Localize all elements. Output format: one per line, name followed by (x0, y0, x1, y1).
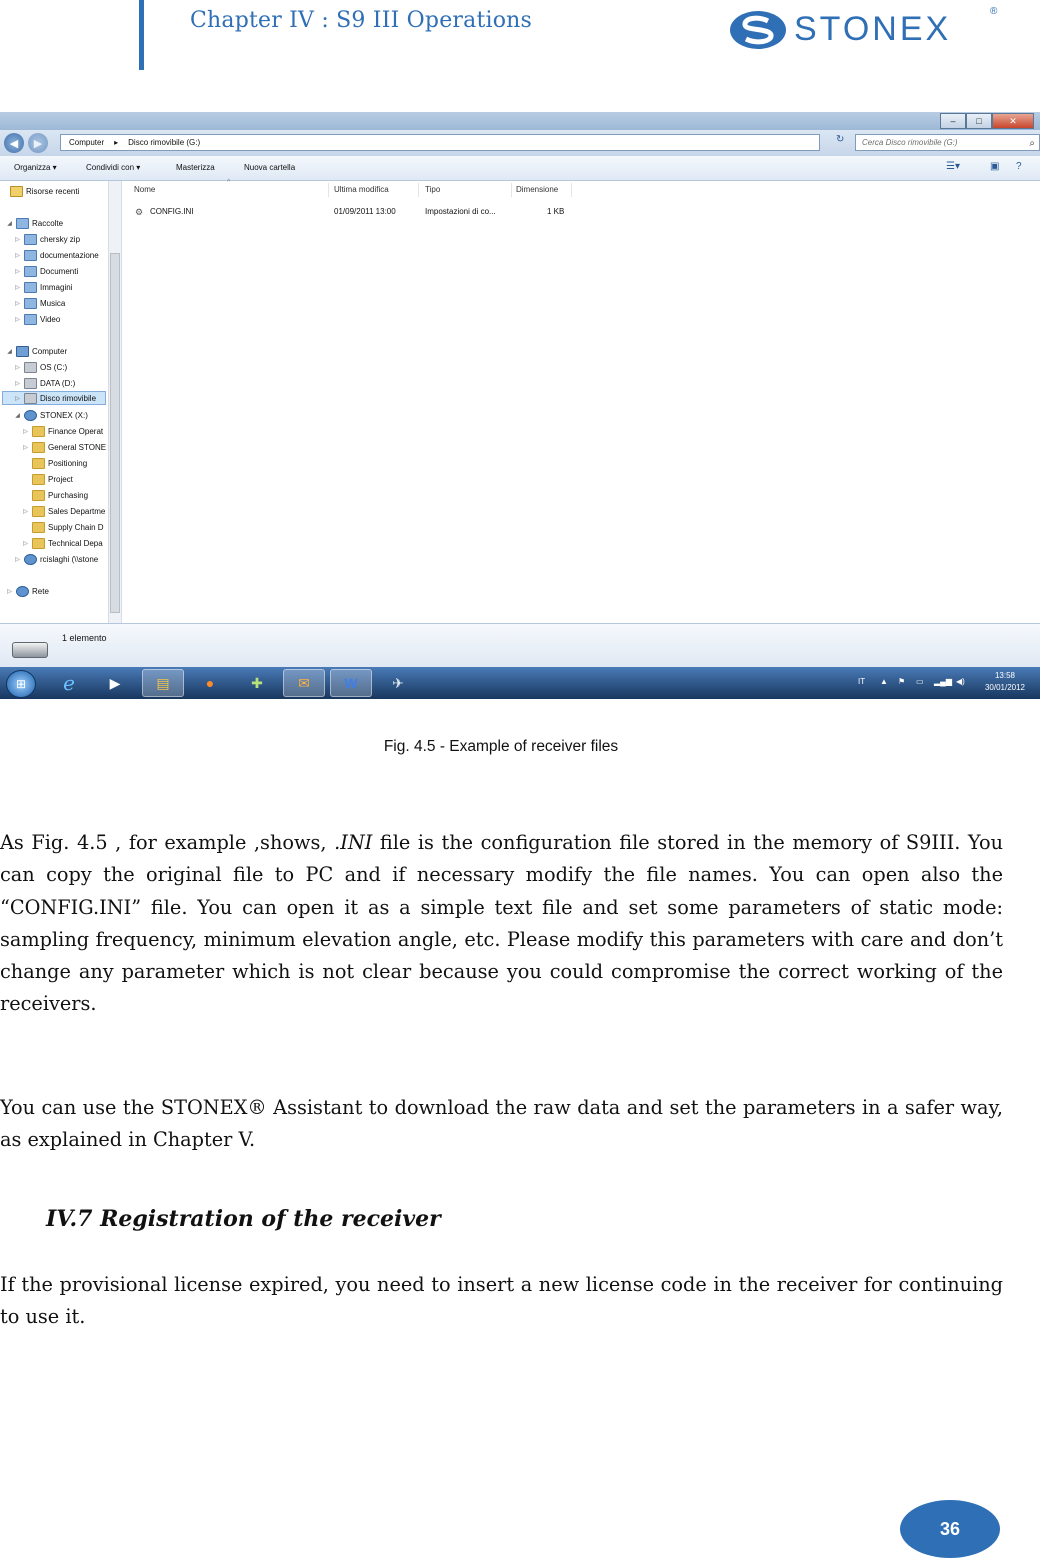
address-crumb-computer[interactable]: Computer (69, 138, 105, 147)
start-button[interactable]: ⊞ (6, 670, 36, 698)
folder-icon (32, 442, 45, 453)
nav-item-library[interactable] (14, 280, 72, 294)
folder-icon (32, 458, 45, 469)
burn-button[interactable]: Masterizza (176, 163, 215, 172)
tray-clock[interactable] (975, 670, 1035, 694)
organize-button[interactable]: Organizza ▾ (14, 163, 57, 172)
folder-icon (32, 426, 45, 437)
address-crumb-drive[interactable]: Disco rimovibile (G:) (128, 138, 201, 147)
window-controls (940, 113, 1034, 128)
collapsed-arrow-icon[interactable]: ▷ (15, 395, 20, 402)
column-header-name[interactable]: Nome (134, 185, 156, 194)
taskbar (0, 667, 1040, 699)
forward-button[interactable]: ▶ (28, 133, 48, 153)
new-folder-button[interactable]: Nuova cartella (244, 163, 296, 172)
nav-scrollbar-thumb[interactable] (110, 253, 120, 613)
file-size: 1 KB (547, 207, 565, 216)
nav-item-drive[interactable] (14, 360, 67, 374)
search-placeholder: Cerca Disco rimovibile (G:) (862, 138, 958, 147)
nav-item-library[interactable] (14, 248, 99, 262)
nav-label: Risorse recenti (26, 186, 80, 196)
command-bar (0, 156, 1040, 181)
logo-wordmark: STONEX (794, 10, 952, 48)
nav-item-drive[interactable] (14, 376, 75, 390)
paragraph-license: If the provisional license expired, you need to insert a new license code in the receiver for continuing to use it. (0, 1273, 1003, 1329)
refresh-icon[interactable]: ↻ (836, 134, 845, 145)
library-icon (24, 250, 37, 261)
tray-expand-icon[interactable]: ▲ (880, 677, 888, 686)
nav-label: documentazione (40, 250, 99, 260)
nav-label: Technical Depa (48, 538, 103, 548)
collapsed-arrow-icon[interactable]: ▷ (15, 300, 20, 307)
documents-icon (24, 266, 37, 277)
collapsed-arrow-icon[interactable]: ▷ (15, 380, 20, 387)
nav-label: Purchasing (48, 490, 89, 500)
libraries-icon (16, 218, 29, 229)
caption-text: Fig. 4.5 - Example of receiver files (383, 738, 619, 755)
clock-time: 13:58 (994, 671, 1016, 680)
nav-label: chersky zip (40, 234, 81, 244)
expanded-arrow-icon[interactable]: ◢ (15, 412, 20, 419)
file-list-pane (122, 181, 1040, 623)
figure-caption (0, 738, 1000, 756)
nav-label: Supply Chain D (48, 522, 104, 532)
nav-item-folder[interactable] (22, 488, 88, 502)
nav-item-recent[interactable] (10, 184, 79, 198)
nav-item-folder[interactable] (22, 504, 105, 518)
search-input[interactable] (855, 134, 1040, 151)
video-icon (24, 314, 37, 325)
explorer-screenshot (0, 112, 1040, 699)
satellite-app-icon[interactable]: ✈ (392, 674, 404, 691)
para1-rest: file is the configuration file stored in the memory of S9III. You can copy the original file to PC and if necessary modify the file names. You can open also the “CONFIG.INI” file. You can open it as a simple text file and set some parameters of static mode: sampling frequency, minimum elevation angle, etc. Please modify this parameters with care and don’t change any parameter which is not clear because you could compromise the correct working of the receivers. (0, 831, 1003, 1016)
network-share-icon (24, 554, 37, 565)
nav-scrollbar[interactable] (108, 181, 121, 623)
media-player-icon[interactable]: ▶ (109, 674, 121, 691)
nav-item-folder[interactable] (22, 456, 87, 470)
expanded-arrow-icon[interactable]: ◢ (7, 348, 12, 355)
collapsed-arrow-icon[interactable]: ▷ (15, 252, 20, 259)
window-titlebar (0, 112, 1040, 130)
nav-label: General STONE (48, 442, 107, 452)
nav-item-network-drive[interactable] (14, 408, 88, 422)
help-icon[interactable]: ? (1016, 161, 1022, 172)
nav-item-folder[interactable] (22, 536, 103, 550)
page-number-badge (900, 1500, 1000, 1558)
minimize-button[interactable]: – (940, 113, 966, 129)
details-pane (0, 623, 1040, 668)
firefox-icon[interactable]: ● (205, 675, 215, 691)
file-type: Impostazioni di co... (425, 207, 496, 216)
para1-ini-term: .INI (334, 831, 373, 854)
settings-file-icon: ⚙ (135, 207, 144, 217)
collapsed-arrow-icon[interactable]: ▷ (7, 588, 12, 595)
removable-drive-large-icon (12, 642, 48, 658)
removable-drive-icon (24, 393, 37, 404)
preview-pane-icon[interactable]: ▣ (990, 161, 1000, 172)
nav-item-library[interactable] (14, 296, 65, 310)
nav-label: Computer (32, 346, 68, 356)
nav-label: Sales Departme (48, 506, 106, 516)
clock-date: 30/01/2012 (984, 683, 1026, 692)
view-options-icon[interactable]: ☰▾ (946, 161, 960, 172)
nav-label: DATA (D:) (40, 378, 76, 388)
nav-label: Immagini (40, 282, 73, 292)
nav-item-computer[interactable] (6, 344, 67, 358)
page-number: 36 (939, 1518, 961, 1539)
folder-icon (32, 490, 45, 501)
nav-item-folder[interactable] (22, 520, 104, 534)
file-modified: 01/09/2011 13:00 (334, 207, 396, 216)
nav-label: Video (40, 314, 61, 324)
collapsed-arrow-icon[interactable]: ▷ (23, 444, 28, 451)
column-header-type[interactable]: Tipo (425, 185, 441, 194)
nav-label: Project (48, 474, 73, 484)
word-icon[interactable]: W (330, 669, 372, 697)
nav-label: Musica (40, 298, 66, 308)
file-name: CONFIG.INI (150, 207, 194, 216)
computer-icon (16, 346, 29, 357)
nav-label: Positioning (48, 458, 88, 468)
nav-item-library[interactable] (14, 264, 78, 278)
drive-icon (24, 378, 37, 389)
internet-explorer-icon[interactable]: e (63, 671, 75, 695)
pictures-icon (24, 282, 37, 293)
search-icon[interactable]: ⌕ (1029, 138, 1035, 149)
folder-icon (32, 474, 45, 485)
collapsed-arrow-icon[interactable]: ▷ (15, 268, 20, 275)
collapsed-arrow-icon[interactable]: ▷ (15, 236, 20, 243)
nav-item-folder[interactable] (22, 424, 103, 438)
nav-label: OS (C:) (40, 362, 68, 372)
language-indicator[interactable]: IT (858, 677, 866, 686)
paragraph-assistant: You can use the STONEX® Assistant to download the raw data and set the parameters in a safer way, as explained in Chapter V. (0, 1096, 1003, 1152)
network-drive-icon (24, 410, 37, 421)
nav-item-folder[interactable] (22, 472, 73, 486)
nav-label: STONEX (X:) (40, 410, 88, 420)
flag-icon[interactable]: ⚑ (898, 677, 906, 686)
share-button[interactable]: Condividi con ▾ (86, 163, 141, 172)
address-row (0, 130, 1040, 156)
nav-item-network-share[interactable] (14, 552, 98, 566)
network-icon (16, 586, 29, 597)
signal-icon[interactable]: ▂▄▆ (934, 677, 952, 686)
close-button[interactable]: ✕ (992, 113, 1034, 129)
back-button[interactable]: ◀ (4, 133, 24, 153)
nav-item-network[interactable] (6, 584, 49, 598)
column-header-modified[interactable]: Ultima modifica (334, 185, 389, 194)
header-accent-bar (139, 0, 144, 70)
collapsed-arrow-icon[interactable]: ▷ (15, 556, 20, 563)
collapsed-arrow-icon[interactable]: ▷ (15, 316, 20, 323)
column-header-size[interactable]: Dimensione (516, 185, 559, 194)
display-icon[interactable]: ▭ (916, 677, 924, 686)
stonex-logo-icon (728, 8, 788, 52)
nav-label: Rete (32, 586, 49, 596)
chapter-title: Chapter IV : S9 III Operations (190, 8, 533, 33)
music-icon (24, 298, 37, 309)
explorer-taskbar-icon[interactable]: ▤ (142, 669, 184, 697)
nav-label: Documenti (40, 266, 79, 276)
collapsed-arrow-icon[interactable]: ▷ (15, 364, 20, 371)
nav-item-library[interactable] (14, 232, 80, 246)
recent-places-icon (10, 186, 23, 197)
item-count: 1 elemento (62, 633, 107, 643)
section-heading: IV.7 Registration of the receiver (46, 1206, 441, 1232)
nav-item-folder[interactable] (22, 440, 106, 454)
address-bar[interactable] (60, 134, 820, 151)
drive-icon (24, 362, 37, 373)
nav-item-libraries[interactable] (6, 216, 63, 230)
paragraph-ini-files (0, 827, 1003, 1021)
sort-arrow-icon: ^ (227, 179, 231, 186)
folder-icon (32, 522, 45, 533)
nav-label: rcislaghi (\\stone (40, 554, 99, 564)
maximize-button[interactable]: □ (966, 113, 992, 129)
logo-registered-mark: ® (990, 6, 998, 17)
nav-label: Raccolte (32, 218, 64, 228)
nav-item-library[interactable] (14, 312, 60, 326)
collapsed-arrow-icon[interactable]: ▷ (23, 508, 28, 515)
collapsed-arrow-icon[interactable]: ▷ (15, 284, 20, 291)
library-icon (24, 234, 37, 245)
nav-label: Disco rimovibile (40, 393, 97, 403)
stonex-logo (728, 6, 1000, 52)
network-tool-icon[interactable]: ✚ (251, 674, 263, 691)
para1-lead: As Fig. 4.5 , for example ,shows, (0, 831, 335, 854)
collapsed-arrow-icon[interactable]: ▷ (23, 540, 28, 547)
outlook-icon[interactable]: ✉ (283, 669, 325, 697)
navigation-pane (0, 181, 122, 623)
nav-item-removable-drive[interactable] (2, 391, 106, 405)
nav-label: Finance Operat (48, 426, 104, 436)
folder-icon (32, 538, 45, 549)
volume-icon[interactable]: ◀) (956, 677, 965, 686)
collapsed-arrow-icon[interactable]: ▷ (23, 428, 28, 435)
folder-icon (32, 506, 45, 517)
chevron-right-icon: ▸ (114, 138, 119, 147)
expanded-arrow-icon[interactable]: ◢ (7, 220, 12, 227)
